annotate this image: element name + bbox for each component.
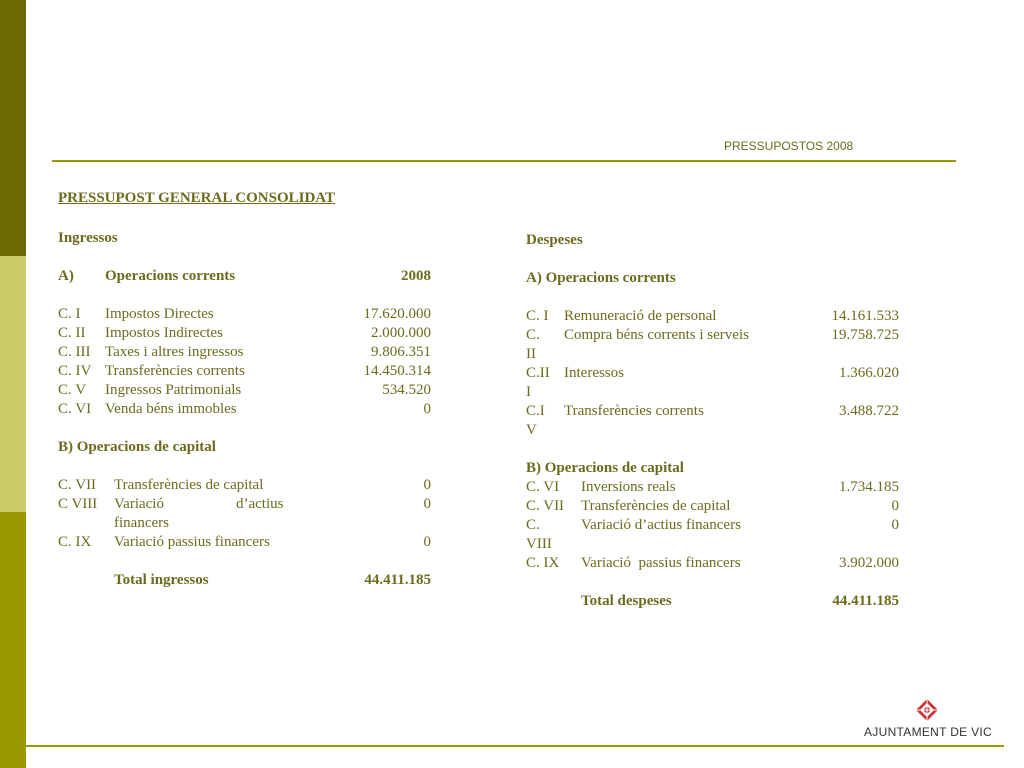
row-label: Variació passius financers: [114, 534, 270, 550]
row-code-part: II: [526, 346, 536, 362]
row-value: 14.450.314: [363, 363, 431, 379]
row-label: Remuneració de personal: [564, 308, 717, 324]
row-label: Variació passius financers: [581, 555, 741, 571]
side-bar-middle: [0, 256, 26, 512]
row-label: Interessos: [564, 365, 624, 381]
row-label: Impostos Directes: [105, 306, 214, 322]
row-label: Transferències de capital: [114, 477, 264, 493]
row-code: C. II: [58, 325, 86, 341]
despeses-section-a: A) Operacions corrents: [526, 270, 676, 286]
despeses-section-b: B) Operacions de capital: [526, 460, 684, 476]
row-code-part: V: [526, 422, 537, 438]
row-label-part: financers: [114, 515, 169, 531]
row-value: 0: [891, 517, 899, 533]
row-value: 0: [423, 401, 431, 417]
row-label: Taxes i altres ingressos: [105, 344, 244, 360]
row-label-part: Variació: [114, 496, 164, 512]
row-label: Inversions reals: [581, 479, 676, 495]
row-value: 3.488.722: [839, 403, 899, 419]
row-value: 9.806.351: [371, 344, 431, 360]
row-label: Variació d’actius financers: [581, 517, 741, 533]
row-code-part: C.: [526, 327, 540, 343]
row-code: C. IX: [58, 534, 92, 550]
row-value: 3.902.000: [839, 555, 899, 571]
row-code-part: C.I: [526, 403, 545, 419]
row-value: 2.000.000: [371, 325, 431, 341]
total-value: 44.411.185: [832, 593, 899, 609]
row-code-part: I: [526, 384, 531, 400]
row-code-part: C.II: [526, 365, 550, 381]
side-bar-top: [0, 0, 26, 256]
row-value: 0: [423, 496, 431, 512]
row-label: Compra béns corrents i serveis: [564, 327, 749, 343]
row-label-part: d’actius: [236, 496, 284, 512]
footer-logo-text: AJUNTAMENT DE VIC: [864, 725, 993, 739]
row-value: 0: [423, 477, 431, 493]
row-code: C. VII: [58, 477, 97, 493]
despeses-heading: Despeses: [526, 232, 583, 248]
row-code-part: C.: [526, 517, 540, 533]
row-code: C. I: [526, 308, 549, 324]
row-value: 14.161.533: [831, 308, 899, 324]
row-code: C. V: [58, 382, 87, 398]
ingressos-heading: Ingressos: [58, 230, 118, 246]
side-bar-bottom: [0, 512, 26, 768]
row-value: 0: [423, 534, 431, 550]
total-label: Total ingressos: [114, 572, 209, 588]
row-label: Impostos Indirectes: [105, 325, 223, 341]
row-code: C. III: [58, 344, 91, 360]
row-label: Venda béns immobles: [105, 401, 237, 417]
row-code: C. I: [58, 306, 81, 322]
row-value: 19.758.725: [831, 327, 899, 343]
row-value: 1.366.020: [839, 365, 899, 381]
ingressos-year: 2008: [401, 268, 431, 284]
total-value: 44.411.185: [364, 572, 431, 588]
row-code: C. VII: [526, 498, 565, 514]
row-code: C. VI: [58, 401, 92, 417]
row-value: 0: [891, 498, 899, 514]
row-code: C. IV: [58, 363, 92, 379]
page-title: PRESSUPOST GENERAL CONSOLIDAT: [58, 190, 336, 206]
row-label: Transferències corrents: [105, 363, 245, 379]
row-code: C VIII: [58, 496, 98, 512]
row-value: 17.620.000: [363, 306, 431, 322]
row-label: Transferències corrents: [564, 403, 704, 419]
row-code: C. VI: [526, 479, 560, 495]
ajuntament-logo-icon: [915, 698, 939, 722]
top-divider: [52, 160, 956, 162]
total-label: Total despeses: [581, 593, 672, 609]
row-label: Ingressos Patrimonials: [105, 382, 242, 398]
row-label: Transferències de capital: [581, 498, 731, 514]
ingressos-section-b: B) Operacions de capital: [58, 439, 216, 455]
row-code-part: VIII: [526, 536, 552, 552]
row-code: C. IX: [526, 555, 560, 571]
ingressos-section-a-letter: A): [58, 268, 74, 284]
ingressos-section-a-label: Operacions corrents: [105, 268, 236, 284]
row-value: 1.734.185: [839, 479, 899, 495]
bottom-divider: [26, 745, 1004, 747]
header-label: PRESSUPOSTOS 2008: [724, 139, 854, 153]
row-value: 534.520: [382, 382, 431, 398]
